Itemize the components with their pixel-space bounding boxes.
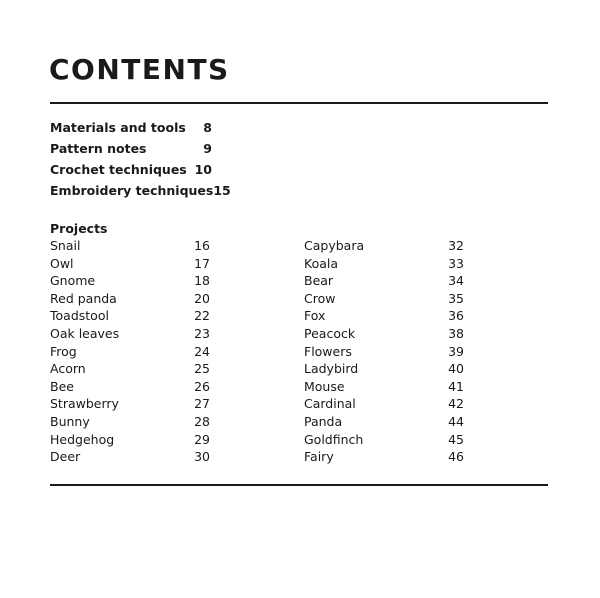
- toc-entry-page: 34: [448, 273, 464, 289]
- toc-entry[interactable]: [304, 307, 464, 325]
- toc-entry-page: 10: [194, 162, 212, 177]
- projects-heading: Projects: [50, 221, 108, 236]
- toc-entry-label: Deer: [50, 449, 81, 465]
- projects-list-left: [50, 237, 210, 466]
- toc-entry-page: 25: [194, 361, 210, 377]
- toc-entry[interactable]: [50, 325, 210, 343]
- toc-entry[interactable]: [304, 378, 464, 396]
- toc-entry-label: Hedgehog: [50, 431, 115, 447]
- projects-list-right: [304, 237, 464, 466]
- toc-entry-label: Red panda: [50, 290, 117, 306]
- toc-entry-page: 38: [448, 325, 464, 341]
- toc-entry-page: 8: [203, 120, 212, 135]
- toc-entry[interactable]: [304, 395, 464, 413]
- toc-entry-page: 39: [448, 343, 464, 359]
- toc-entry-page: 24: [194, 343, 210, 359]
- toc-entry-label: Cardinal: [304, 396, 356, 412]
- toc-entry-page: 46: [448, 449, 464, 465]
- toc-entry[interactable]: [304, 360, 464, 378]
- toc-entry-label: Owl: [50, 255, 74, 271]
- toc-entry-label: Frog: [50, 343, 77, 359]
- toc-entry-label: Koala: [304, 255, 339, 271]
- front-matter-list: [50, 117, 231, 201]
- toc-entry[interactable]: [50, 360, 210, 378]
- toc-entry-page: 9: [203, 141, 212, 156]
- toc-entry-label: Materials and tools: [50, 120, 186, 135]
- toc-entry[interactable]: [50, 272, 210, 290]
- toc-entry[interactable]: [304, 325, 464, 343]
- toc-entry-label: Fox: [304, 308, 326, 324]
- toc-entry-label: Panda: [304, 413, 343, 429]
- toc-entry-page: 22: [194, 308, 210, 324]
- bottom-divider: [50, 484, 548, 486]
- toc-entry-page: 33: [448, 255, 464, 271]
- toc-entry-page: 18: [194, 273, 210, 289]
- toc-entry[interactable]: [304, 255, 464, 273]
- toc-entry[interactable]: [50, 290, 210, 308]
- toc-entry-label: Bear: [304, 273, 334, 289]
- toc-entry-page: 42: [448, 396, 464, 412]
- toc-entry[interactable]: [304, 448, 464, 466]
- toc-entry-label: Flowers: [304, 343, 352, 359]
- toc-entry-label: Gnome: [50, 273, 96, 289]
- toc-entry-label: Ladybird: [304, 361, 359, 377]
- toc-entry[interactable]: [304, 237, 464, 255]
- toc-entry[interactable]: [50, 413, 210, 431]
- toc-entry-page: 17: [194, 255, 210, 271]
- toc-entry-label: Toadstool: [50, 308, 109, 324]
- toc-entry-page: 15: [213, 183, 231, 198]
- toc-entry-label: Crochet techniques: [50, 162, 187, 177]
- toc-entry[interactable]: [50, 159, 212, 180]
- toc-entry[interactable]: [50, 431, 210, 449]
- toc-entry[interactable]: [50, 307, 210, 325]
- toc-entry-page: 23: [194, 325, 210, 341]
- toc-entry-page: 45: [448, 431, 464, 447]
- toc-entry-page: 41: [448, 378, 464, 394]
- toc-entry-label: Strawberry: [50, 396, 119, 412]
- toc-entry[interactable]: [50, 378, 210, 396]
- toc-entry-label: Goldfinch: [304, 431, 364, 447]
- toc-entry[interactable]: [50, 343, 210, 361]
- toc-entry-label: Crow: [304, 290, 336, 306]
- toc-entry[interactable]: [50, 117, 212, 138]
- toc-entry[interactable]: [304, 343, 464, 361]
- toc-entry[interactable]: [50, 255, 210, 273]
- toc-entry-label: Mouse: [304, 378, 345, 394]
- toc-entry[interactable]: [304, 431, 464, 449]
- toc-entry-label: Oak leaves: [50, 325, 120, 341]
- toc-entry-page: 30: [194, 449, 210, 465]
- toc-entry[interactable]: [50, 180, 231, 201]
- toc-entry-page: 40: [448, 361, 464, 377]
- toc-entry-label: Snail: [50, 238, 81, 253]
- toc-entry-page: 16: [194, 238, 210, 253]
- toc-entry-label: Capybara: [304, 238, 365, 253]
- toc-entry-page: 32: [448, 238, 464, 253]
- toc-entry-page: 26: [194, 378, 210, 394]
- toc-entry-page: 28: [194, 413, 210, 429]
- toc-entry-label: Peacock: [304, 325, 356, 341]
- toc-entry[interactable]: [50, 138, 212, 159]
- toc-entry-page: 44: [448, 413, 464, 429]
- top-divider: [50, 102, 548, 104]
- toc-entry-page: 29: [194, 431, 210, 447]
- toc-entry-label: Bunny: [50, 413, 90, 429]
- toc-entry-label: Acorn: [50, 361, 86, 377]
- toc-entry-label: Fairy: [304, 449, 334, 465]
- toc-entry[interactable]: [304, 413, 464, 431]
- toc-entry[interactable]: [304, 290, 464, 308]
- toc-entry-page: 27: [194, 396, 210, 412]
- toc-entry-page: 20: [194, 290, 210, 306]
- toc-entry[interactable]: [50, 448, 210, 466]
- toc-entry-page: 36: [448, 308, 464, 324]
- toc-entry-label: Bee: [50, 378, 74, 394]
- toc-entry[interactable]: [304, 272, 464, 290]
- toc-entry-page: 35: [448, 290, 464, 306]
- page-title: CONTENTS: [49, 53, 230, 86]
- toc-entry[interactable]: [50, 395, 210, 413]
- toc-entry[interactable]: [50, 237, 210, 255]
- toc-entry-label: Embroidery techniques: [50, 183, 214, 198]
- toc-entry-label: Pattern notes: [50, 141, 147, 156]
